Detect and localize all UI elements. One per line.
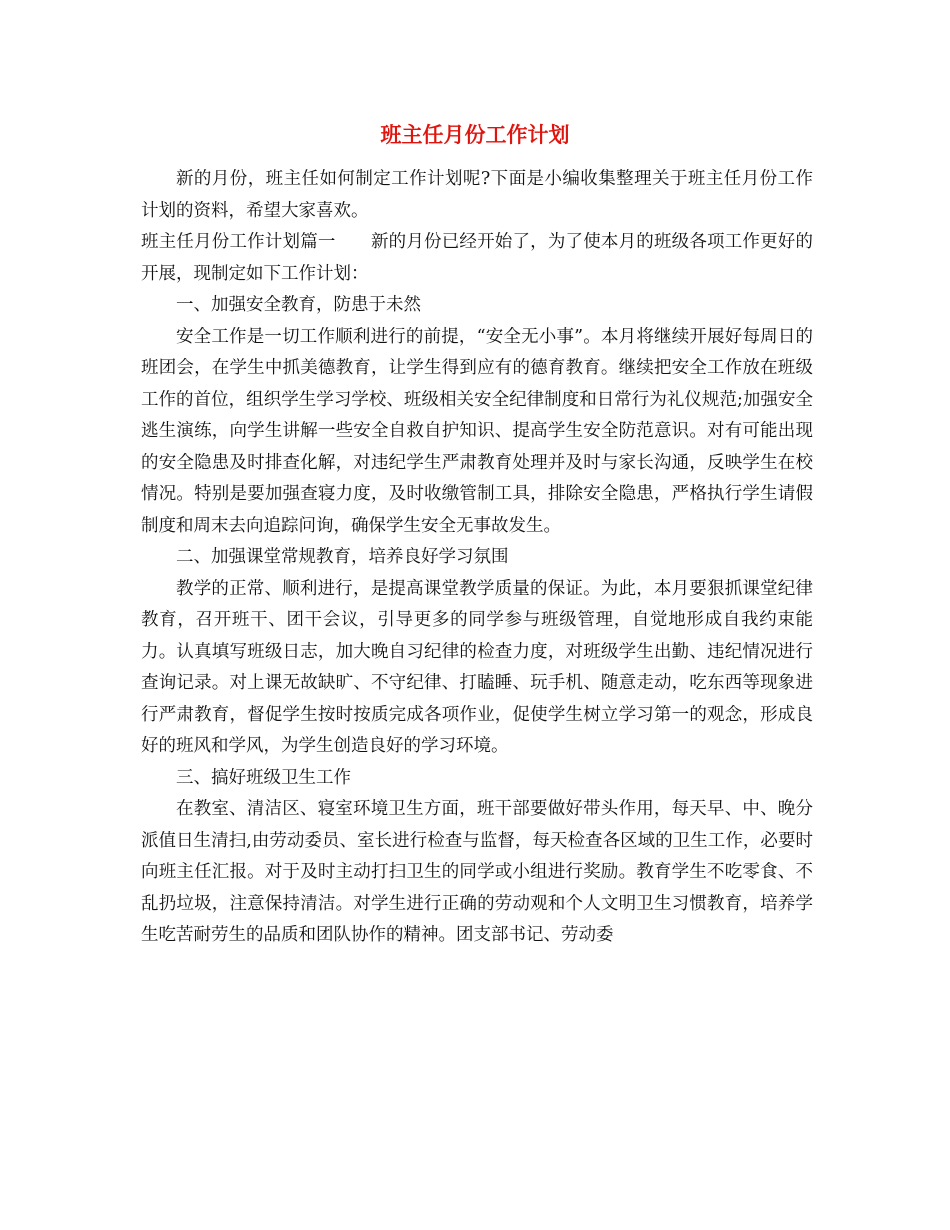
paragraph-part-one: 班主任月份工作计划篇一 新的月份已经开始了，为了使本月的班级各项工作更好的开展，现制定如下工作计划： (141, 232, 813, 284)
paragraph-classroom: 教学的正常、顺利进行，是提高课堂教学质量的保证。为此，本月要狠抓课堂纪律教育，召开班干、团干会议，引导更多的同学参与班级管理，自觉地形成自我约束能力。认真填写班级日志，加大晚自习纪律的检查力度，对班级学生出勤、违纪情况进行查询记录。对上课无故缺旷、不守纪律、打瞌睡、玩手机、随意走动，吃东西等现象进行严肃教育，督促学生按时按质完成各项作业，促使学生树立学习第一的观念，形成良好的班风和学风，为学生创造良好的学习环境。 (141, 578, 813, 756)
section-heading-safety: 一、加强安全教育，防患于未然 (176, 295, 421, 315)
paragraph-hygiene: 在教室、清洁区、寝室环境卫生方面，班干部要做好带头作用，每天早、中、晚分派值日生清扫,由劳动委员、室长进行检查与监督，每天检查各区域的卫生工作，必要时向班主任汇报。对于及时主动打扫卫生的同学或小组进行奖励。教育学生不吃零食、不乱扔垃圾，注意保持清洁。对学生进行正确的劳动观和个人文明卫生习惯教育，培养学生吃苦耐劳生的品质和团队协作的精神。团支部书记、劳动委 (141, 799, 813, 945)
paragraph-intro: 新的月份，班主任如何制定工作计划呢?下面是小编收集整理关于班主任月份工作计划的资料，希望大家喜欢。 (141, 169, 813, 221)
paragraph-safety: 安全工作是一切工作顺利进行的前提，“安全无小事”。本月将继续开展好每周日的班团会，在学生中抓美德教育，让学生得到应有的德育教育。继续把安全工作放在班级工作的首位，组织学生学习学校、班级相关安全纪律制度和日常行为礼仪规范;加强安全逃生演练，向学生讲解一些安全自救自护知识、提高学生安全防范意识。对有可能出现的安全隐患及时排查化解，对违纪学生严肃教育处理并及时与家长沟通，反映学生在校情况。特别是要加强查寝力度，及时收缴管制工具，排除安全隐患，严格执行学生请假制度和周末去向追踪问询，确保学生安全无事故发生。 (141, 326, 813, 536)
section-heading-hygiene: 三、搞好班级卫生工作 (176, 767, 351, 788)
document-body (141, 164, 813, 952)
section-heading-classroom: 二、加强课堂常规教育，培养良好学习氛围 (176, 547, 509, 567)
document-title: 班主任月份工作计划 (380, 122, 570, 147)
